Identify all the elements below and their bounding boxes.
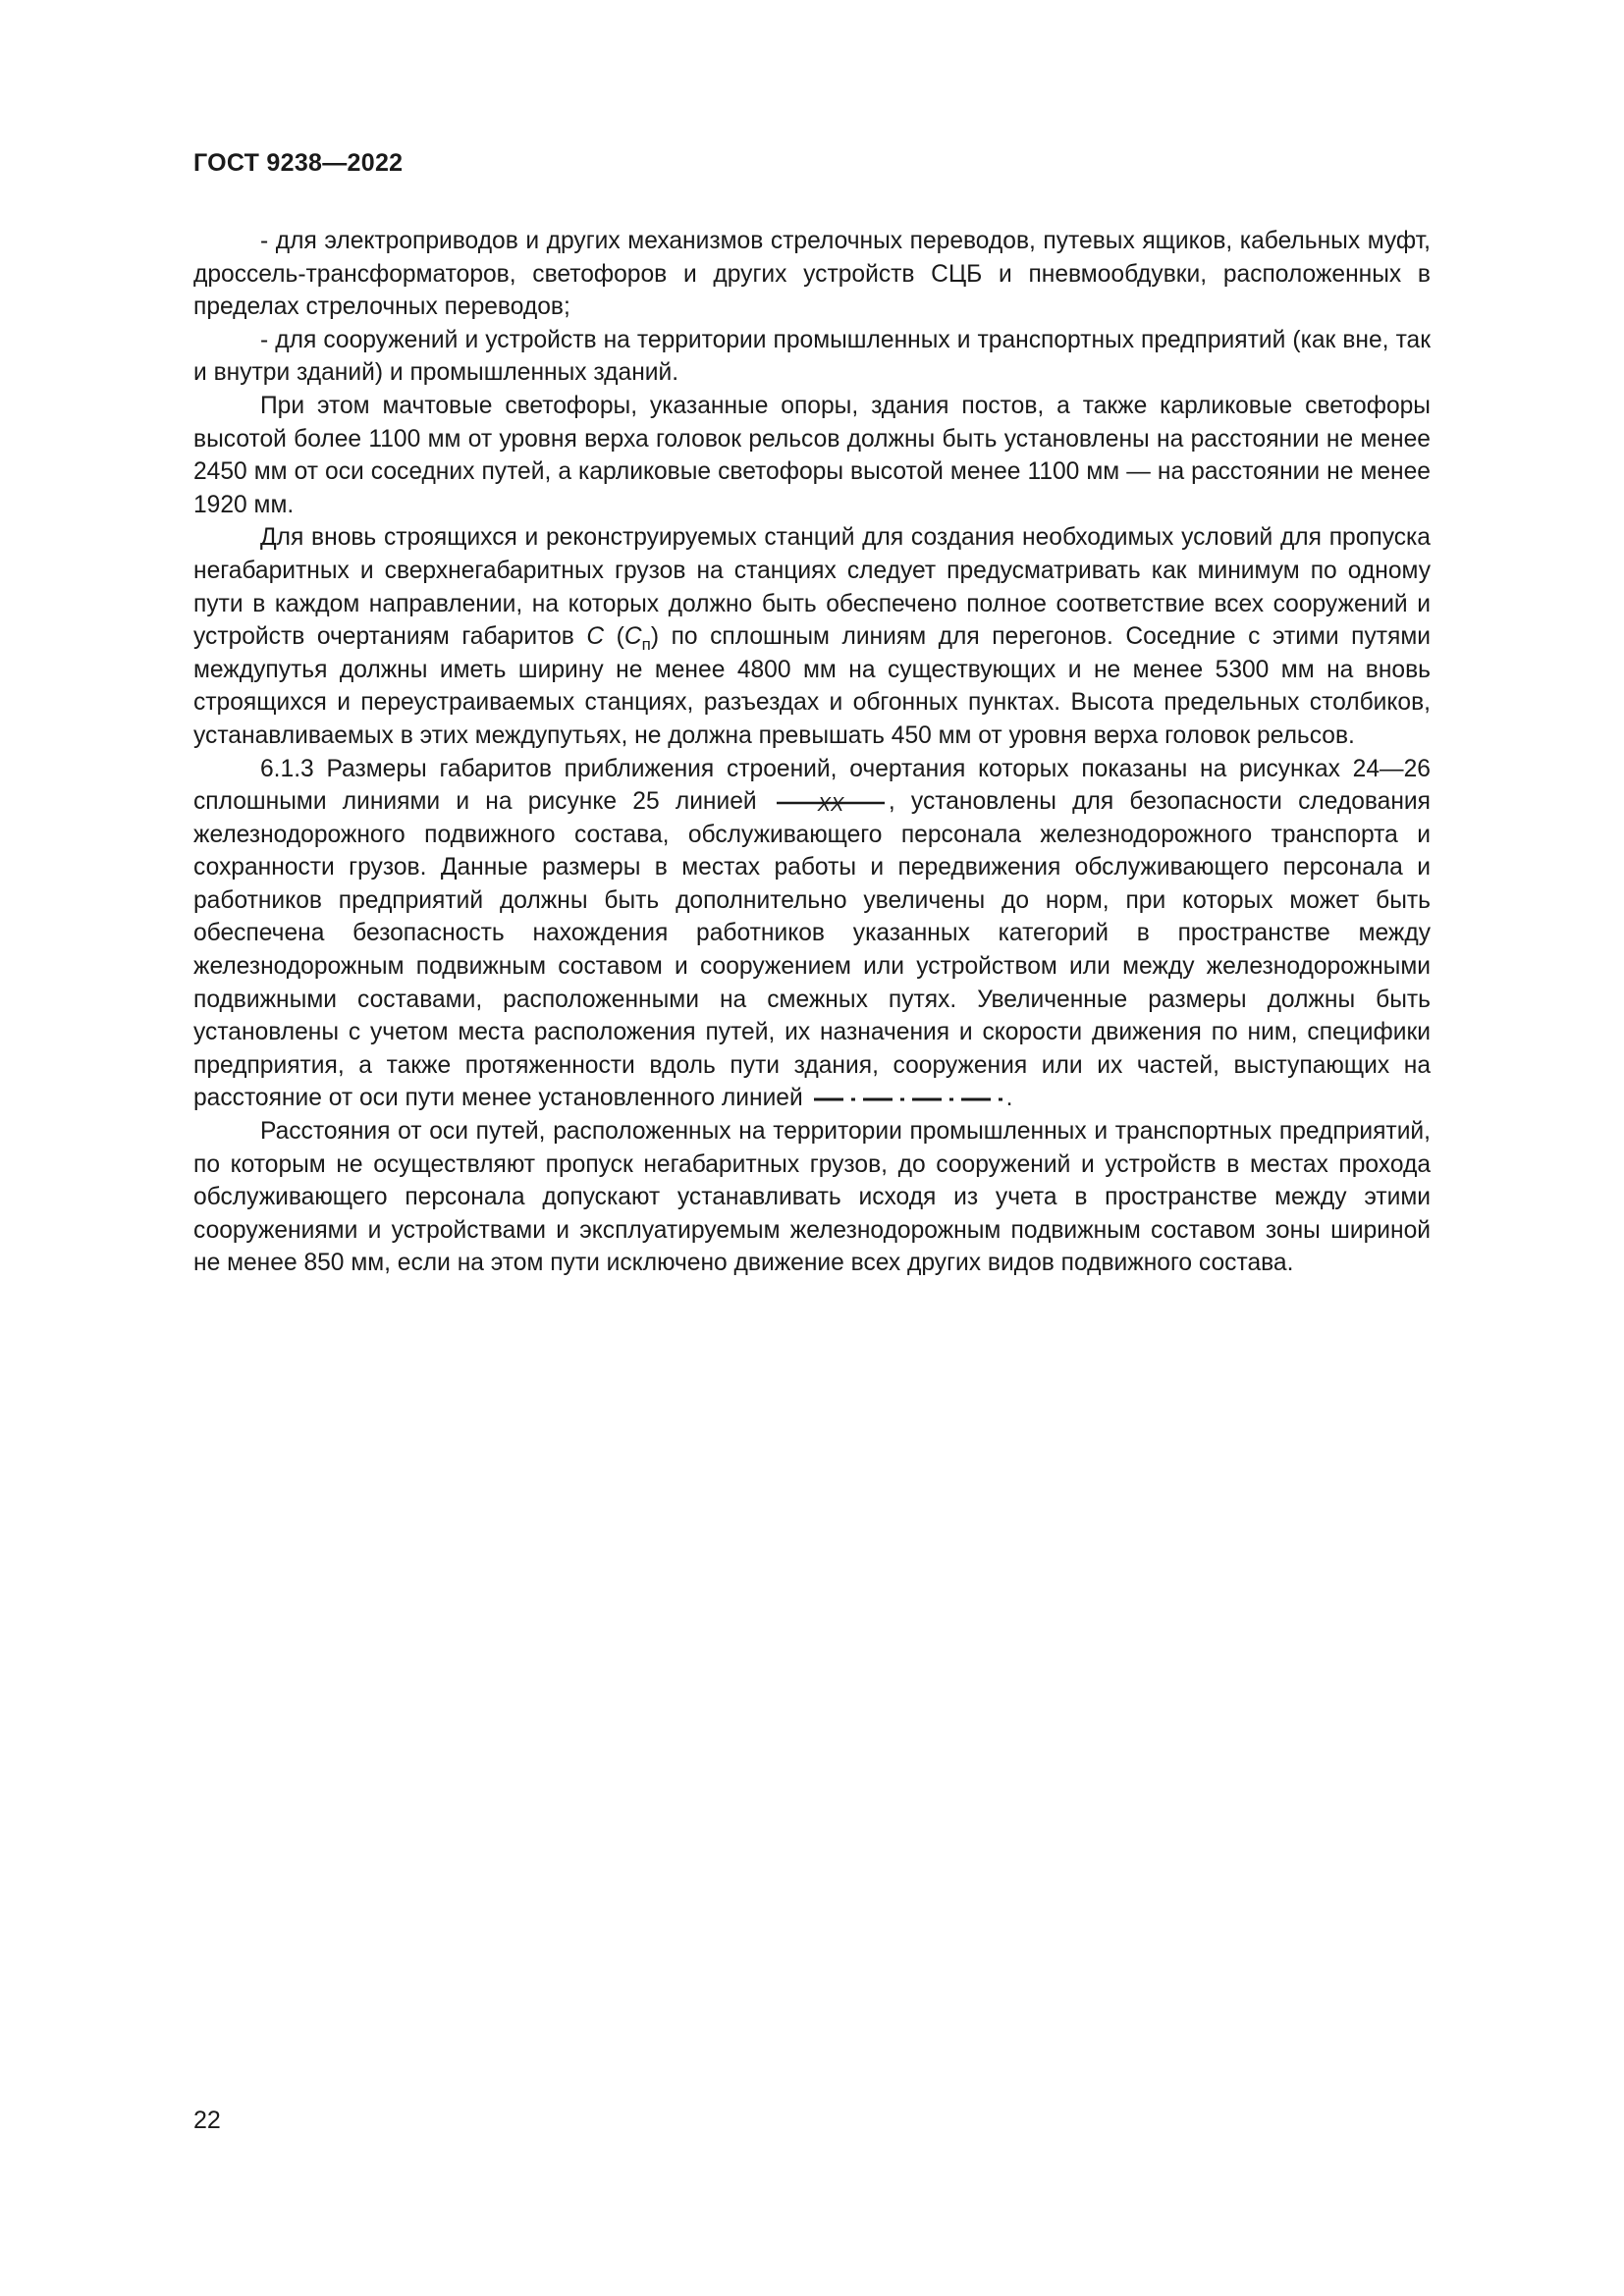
- document-body: [193, 225, 1431, 1280]
- gauge-symbol-c: С: [586, 623, 605, 651]
- gauge-symbol-subscript: п: [641, 635, 651, 655]
- page-number: 22: [193, 2107, 221, 2134]
- paragraph-4-text-b: по сплошным линиям для перегонов. Соседние с этими путями междупутья должны иметь ширину не менее 4800 мм на существующих и не менее 5300 мм на вновь строящихся и переустраиваемых станциях, разъездах и обгонных пунктах. Высота предельных столбиков, устанавливаемых в этих междупутьях, не должна превышать 450 мм от уровня верха головок рельсов.: [193, 623, 1431, 749]
- paragraph-4-text-a: Для вновь строящихся и реконструируемых станций для создания необходимых условий для пропуска негабаритных и сверхнегабаритных грузов на станциях следует предусматривать как минимум по одному пути в каждом направлении, на которых должно быть обеспечено полное соответствие всех сооружений и устройств очертаниям габаритов: [193, 524, 1431, 651]
- paragraph-5-text-a: 6.1.3 Размеры габаритов приближения строений, очертания которых показаны на рисунках 24—26 сплошными линиями и на рисунке 25 линией: [193, 755, 1431, 816]
- xx-line-label: XX: [817, 793, 844, 815]
- paragraph-3: При этом мачтовые светофоры, указанные опоры, здания постов, а также карликовые светофоры высотой более 1100 мм от уровня верха головок рельсов должны быть установлены на расстоянии не менее 2450 мм от оси соседних путей, а карликовые светофоры высотой менее 1100 мм — на расстоянии не менее 1920 мм.: [193, 392, 1431, 518]
- dash-dot-line-symbol: [812, 1093, 1004, 1106]
- gauge-symbol-cp: С: [623, 623, 642, 651]
- paragraph-5: [193, 753, 1431, 1116]
- gauge-symbol: С $(С_п)$: [586, 623, 660, 655]
- page-header: ГОСТ 9238—2022: [193, 149, 404, 177]
- paragraph-6: Расстояния от оси путей, расположенных на территории промышленных и транспортных предприятий, по которым не осуществляют пропуск негабаритных грузов, до сооружений и устройств в местах прохода обслуживающего персонала допускают устанавливать исходя из учета в пространстве между этими сооружениями и устройствами и эксплуатируемым железнодорожным подвижным составом зоны шириной не менее 850 мм, если на этом пути исключено движение всех других видов подвижного состава.: [193, 1118, 1431, 1277]
- paragraph-5-text-b: , установлены для безопасности следования железнодорожного подвижного состава, обслуживающего персонала железнодорожного транспорта и сохранности грузов. Данные размеры в местах работы и передвижения обслуживающего персонала и работников предприятий должны быть дополнительно увеличены до норм, при которых может быть обеспечена безопасность нахождения работников указанных категорий в пространстве между железнодорожным подвижным составом и сооружением или устройством или между железнодорожными подвижными составами, расположенными на смежных путях. Увеличенные размеры должны быть установлены с учетом места расположения путей, их назначения и скорости движения по ним, специфики предприятия, а также протяженности вдоль пути здания, сооружения или их частей, выступающих на расстояние от оси пути менее установленного линией: [193, 788, 1431, 1112]
- xx-line-symbol: [775, 791, 887, 815]
- paragraph-5-text-c: .: [1005, 1085, 1013, 1112]
- paragraph-1: - для электроприводов и других механизмов стрелочных переводов, путевых ящиков, кабельных муфт, дроссель-трансформаторов, светофоров и других устройств СЦБ и пневмообдувки, расположенных в пределах стрелочных переводов;: [193, 228, 1431, 321]
- paragraph-2: - для сооружений и устройств на территории промышленных и транспортных предприятий (как вне, так и внутри зданий) и промышленных зданий.: [193, 326, 1431, 387]
- paragraph-4: [193, 521, 1431, 752]
